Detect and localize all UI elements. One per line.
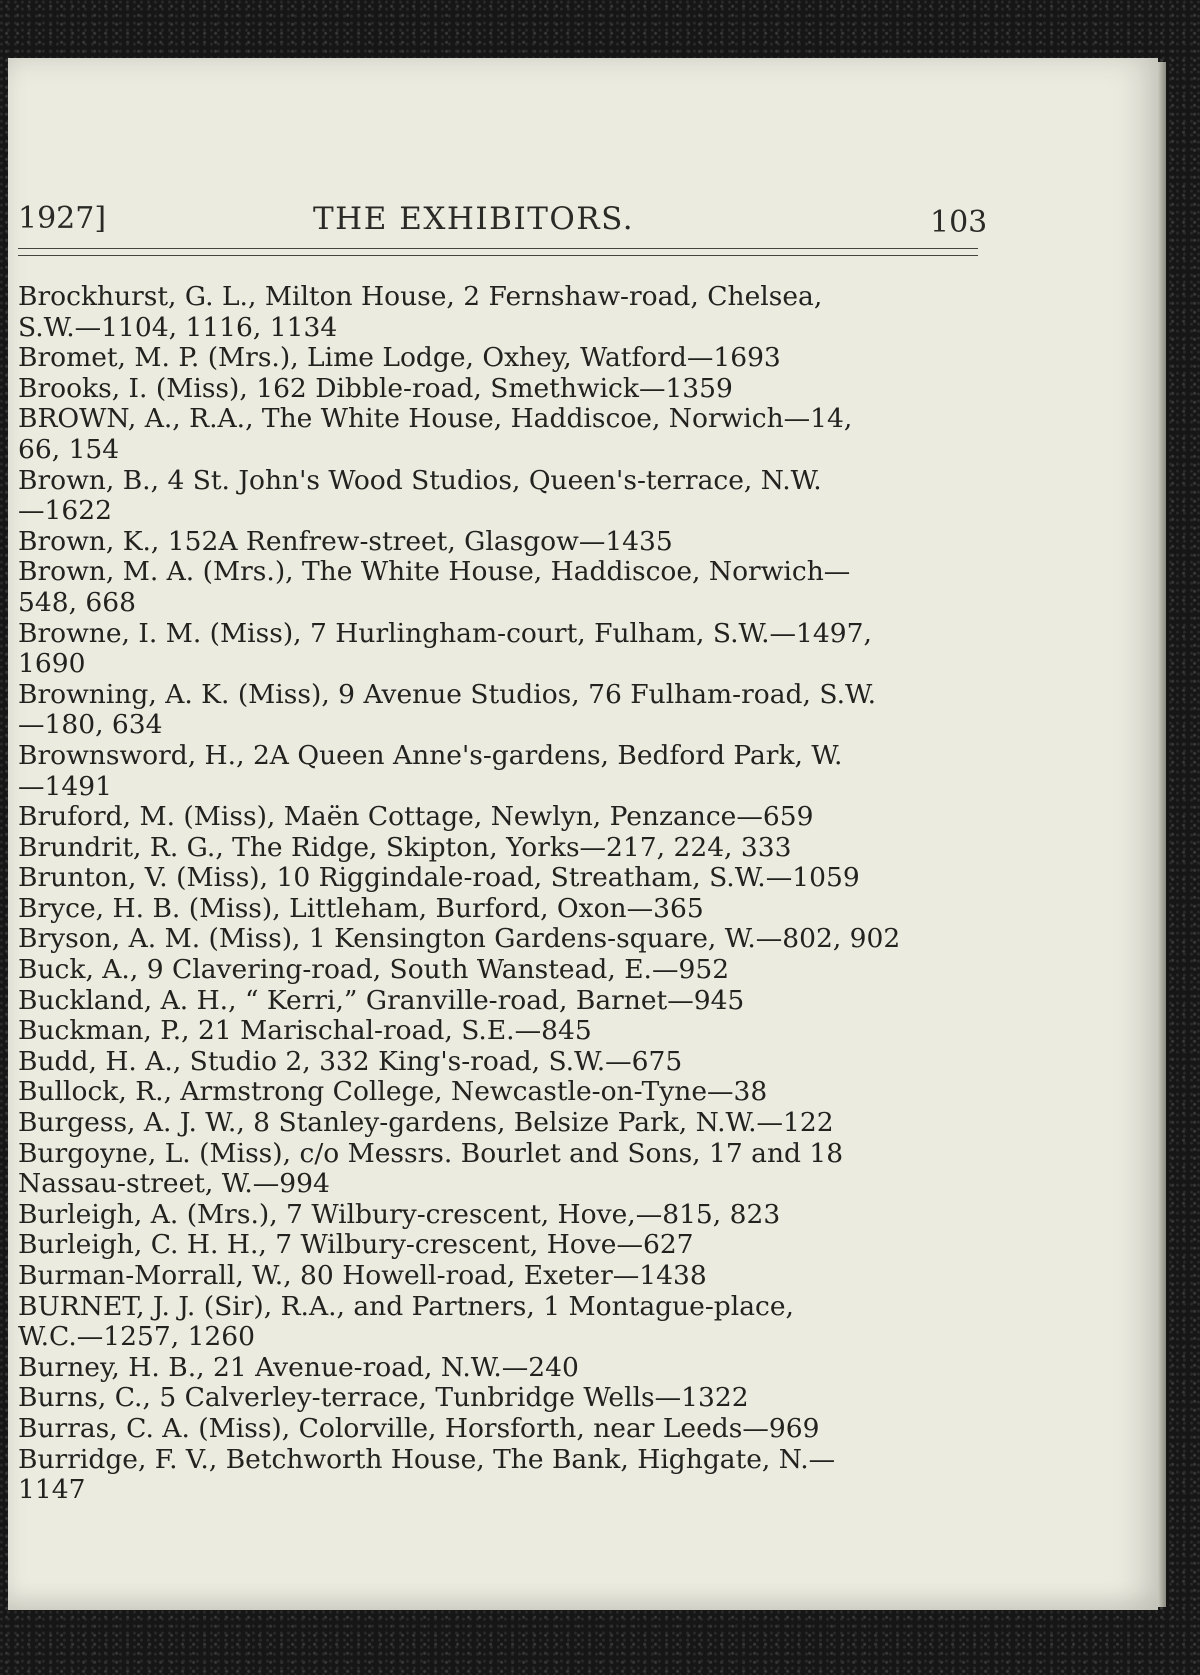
exhibitor-entry xyxy=(18,1353,980,1384)
entry-continuation-line: 1690 xyxy=(18,648,86,680)
entry-continuation-line: —1622 xyxy=(18,495,112,527)
exhibitor-entry xyxy=(18,741,980,802)
entry-line: Burman-Morrall, W., 80 Howell-road, Exeter—1438 xyxy=(18,1260,707,1291)
exhibitor-entry xyxy=(18,1383,980,1414)
entry-line: Burridge, F. V., Betchworth House, The Bank, Highgate, N.— xyxy=(18,1443,836,1475)
exhibitor-entry xyxy=(18,527,980,558)
header-rule-bottom xyxy=(18,255,978,256)
page-edge xyxy=(1158,62,1166,1607)
exhibitor-entry xyxy=(18,1139,980,1200)
entry-line: Brownsword, H., 2A Queen Anne's-gardens, Bedford Park, W. xyxy=(18,739,843,771)
entry-continuation-line: 1147 xyxy=(18,1474,86,1506)
page-number: 103 xyxy=(930,205,988,240)
entry-line: Budd, H. A., Studio 2, 332 King's-road, S.W.—675 xyxy=(18,1045,683,1077)
entry-line: Burgess, A. J. W., 8 Stanley-gardens, Belsize Park, N.W.—122 xyxy=(18,1107,834,1139)
exhibitor-entry xyxy=(18,1200,980,1231)
entry-line: Burleigh, C. H. H., 7 Wilbury-crescent, Hove—627 xyxy=(18,1229,694,1261)
entry-line: Burras, C. A. (Miss), Colorville, Horsforth, near Leeds—969 xyxy=(18,1412,820,1444)
entry-continuation-line: W.C.—1257, 1260 xyxy=(18,1321,256,1353)
exhibitor-entry xyxy=(18,1261,980,1292)
entry-continuation-line: 548, 668 xyxy=(18,586,137,618)
exhibitor-entry xyxy=(18,924,980,955)
exhibitor-entry xyxy=(18,619,980,680)
exhibitor-entry xyxy=(18,863,980,894)
entry-line: Browning, A. K. (Miss), 9 Avenue Studios, 76 Fulham-road, S.W. xyxy=(18,678,877,710)
entry-line: Brown, K., 152A Renfrew-street, Glasgow—1435 xyxy=(18,525,673,557)
exhibitor-entry xyxy=(18,1047,980,1078)
entry-line: Burney, H. B., 21 Avenue-road, N.W.—240 xyxy=(18,1351,579,1383)
exhibitor-entry xyxy=(18,955,980,986)
entry-line: Brooks, I. (Miss), 162 Dibble-road, Smethwick—1359 xyxy=(18,372,733,404)
entry-line: Brockhurst, G. L., Milton House, 2 Fernshaw-road, Chelsea, xyxy=(18,281,823,312)
exhibitor-entry xyxy=(18,1077,980,1108)
entry-line: Buckland, A. H., “ Kerri,” Granville-road, Barnet—945 xyxy=(18,984,745,1016)
exhibitor-entry xyxy=(18,833,980,864)
entry-line: Brunton, V. (Miss), 10 Riggindale-road, Streatham, S.W.—1059 xyxy=(18,862,860,894)
exhibitor-entry xyxy=(18,802,980,833)
entry-line: Browne, I. M. (Miss), 7 Hurlingham-court, Fulham, S.W.—1497, xyxy=(18,617,872,649)
exhibitor-entry xyxy=(18,894,980,925)
entry-line: Buck, A., 9 Clavering-road, South Wanstead, E.—952 xyxy=(18,954,730,986)
exhibitor-entry xyxy=(18,404,980,465)
entry-continuation-line: 66, 154 xyxy=(18,433,120,465)
entry-line: Brown, B., 4 St. John's Wood Studios, Queen's-terrace, N.W. xyxy=(18,464,822,496)
entry-line: BROWN, A., R.A., The White House, Haddiscoe, Norwich—14, xyxy=(18,403,853,435)
exhibitor-entry xyxy=(18,282,980,343)
entry-line: Buckman, P., 21 Marischal-road, S.E.—845 xyxy=(18,1015,592,1047)
exhibitor-entry xyxy=(18,1016,980,1047)
entry-line: Burns, C., 5 Calverley-terrace, Tunbridge Wells—1322 xyxy=(18,1382,749,1414)
exhibitor-entry xyxy=(18,1108,980,1139)
exhibitor-entry xyxy=(18,1230,980,1261)
entry-line: Burgoyne, L. (Miss), c/o Messrs. Bourlet and Sons, 17 and 18 xyxy=(18,1137,844,1169)
exhibitor-entry xyxy=(18,1292,980,1353)
entry-line: BURNET, J. J. (Sir), R.A., and Partners, 1 Montague-place, xyxy=(18,1290,794,1322)
entry-continuation-line: —1491 xyxy=(18,770,112,802)
book-page xyxy=(8,58,1158,1610)
exhibitor-entry xyxy=(18,1414,980,1445)
exhibitor-list xyxy=(18,282,980,1506)
exhibitor-entry xyxy=(18,986,980,1017)
header-rule-top xyxy=(18,248,978,249)
exhibitor-entry xyxy=(18,680,980,741)
header-year: 1927] xyxy=(18,201,107,236)
exhibitor-entry xyxy=(18,343,980,374)
entry-line: Bryce, H. B. (Miss), Littleham, Burford, Oxon—365 xyxy=(18,892,704,924)
entry-continuation-line: S.W.—1104, 1116, 1134 xyxy=(18,311,338,343)
exhibitor-entry xyxy=(18,374,980,405)
exhibitor-entry xyxy=(18,466,980,527)
running-head xyxy=(8,201,1158,243)
entry-line: Brundrit, R. G., The Ridge, Skipton, Yorks—217, 224, 333 xyxy=(18,831,792,863)
exhibitor-entry xyxy=(18,1445,980,1506)
entry-line: Bruford, M. (Miss), Maën Cottage, Newlyn, Penzance—659 xyxy=(18,801,814,833)
entry-line: Bullock, R., Armstrong College, Newcastle-on-Tyne—38 xyxy=(18,1076,768,1108)
entry-line: Brown, M. A. (Mrs.), The White House, Haddiscoe, Norwich— xyxy=(18,556,851,588)
entry-line: Bromet, M. P. (Mrs.), Lime Lodge, Oxhey, Watford—1693 xyxy=(18,342,781,374)
entry-line: Burleigh, A. (Mrs.), 7 Wilbury-crescent, Hove,—815, 823 xyxy=(18,1198,781,1230)
entry-line: Bryson, A. M. (Miss), 1 Kensington Gardens-square, W.—802, 902 xyxy=(18,923,901,955)
exhibitor-entry xyxy=(18,557,980,618)
header-title: THE EXHIBITORS. xyxy=(313,201,635,237)
entry-continuation-line: Nassau-street, W.—994 xyxy=(18,1168,330,1200)
entry-continuation-line: —180, 634 xyxy=(18,709,163,741)
